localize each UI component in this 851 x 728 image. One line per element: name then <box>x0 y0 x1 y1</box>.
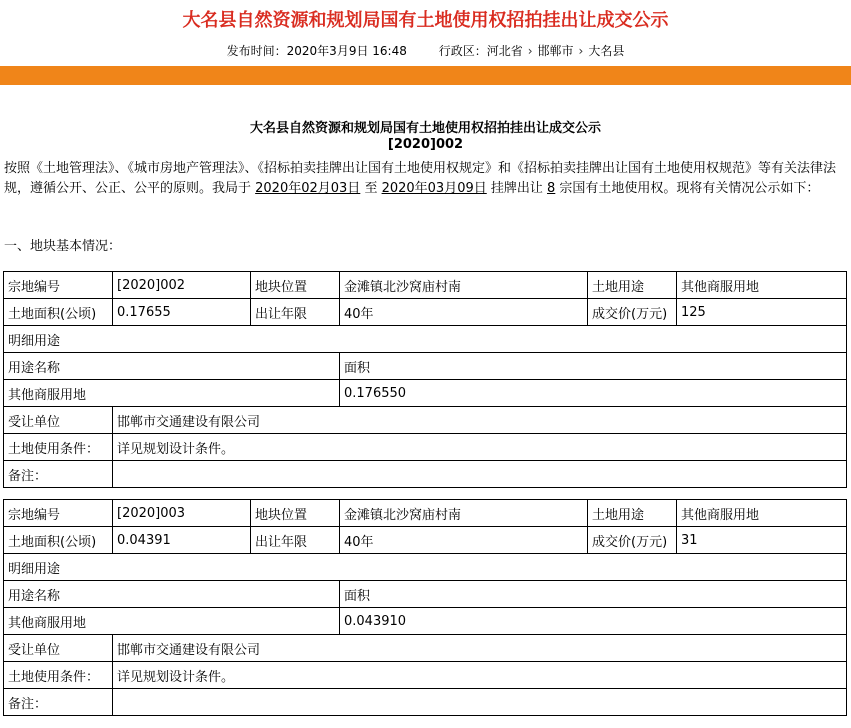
header-divider-bar <box>0 66 851 85</box>
land-use: 其他商服用地 <box>677 500 847 527</box>
term: 40年 <box>340 527 588 554</box>
region-label: 行政区： <box>438 44 487 58</box>
section-heading: 一、地块基本情况： <box>4 239 122 254</box>
label-location: 地块位置 <box>251 272 340 299</box>
label-use-name: 用途名称 <box>4 353 340 380</box>
label-term: 出让年限 <box>251 299 340 326</box>
date-to: 2020年03月09日 <box>381 181 487 196</box>
label-detail-use: 明细用途 <box>4 326 847 353</box>
chevron-right-icon: › <box>527 44 533 58</box>
parcel-no: [2020]002 <box>113 272 251 299</box>
label-land-use: 土地用途 <box>588 500 677 527</box>
land-use: 其他商服用地 <box>677 272 847 299</box>
table-row <box>4 689 847 716</box>
intro-text: 按照《土地管理法》、《城市房地产管理法》、《招标拍卖挂牌出让国有土地使用权规定》和《招标拍卖挂牌出让国有土地使用权规范》等有关法律法规，遵循公开、公正、公平的原则。我局于 <box>4 161 837 196</box>
intro-text: 宗国有土地使用权。现将有关情况公示如下： <box>555 181 820 196</box>
date-from: 2020年02月03日 <box>255 181 361 196</box>
chevron-right-icon: › <box>578 44 584 58</box>
label-transferee: 受让单位 <box>4 407 113 434</box>
table-row <box>4 635 847 662</box>
table-row <box>4 353 847 380</box>
table-row <box>4 500 847 527</box>
label-detail-use: 明细用途 <box>4 554 847 581</box>
table-row <box>4 380 847 407</box>
document-title: 大名县自然资源和规划局国有土地使用权招拍挂出让成交公示 <box>249 121 601 136</box>
detail-use-name: 其他商服用地 <box>4 608 340 635</box>
page-title: 大名县自然资源和规划局国有土地使用权招拍挂出让成交公示 <box>182 10 669 31</box>
intro-text: 至 <box>360 181 382 196</box>
price: 125 <box>677 299 847 326</box>
table-row <box>4 662 847 689</box>
label-term: 出让年限 <box>251 527 340 554</box>
label-location: 地块位置 <box>251 500 340 527</box>
label-remarks: 备注： <box>4 461 113 488</box>
table-row <box>4 272 847 299</box>
transferee: 邯郸市交通建设有限公司 <box>113 407 847 434</box>
intro-text: 挂牌出让 <box>486 181 548 196</box>
table-row <box>4 461 847 488</box>
transferee: 邯郸市交通建设有限公司 <box>113 635 847 662</box>
parcel-no: [2020]003 <box>113 500 251 527</box>
region-county[interactable]: 大名县 <box>588 44 625 58</box>
table-row <box>4 527 847 554</box>
table-row <box>4 581 847 608</box>
table-row <box>4 299 847 326</box>
intro-paragraph <box>4 159 846 199</box>
conditions: 详见规划设计条件。 <box>113 662 847 689</box>
publish-time: 2020年3月9日 16:48 <box>286 44 407 58</box>
label-use-name: 用途名称 <box>4 581 340 608</box>
price: 31 <box>677 527 847 554</box>
label-transferee: 受让单位 <box>4 635 113 662</box>
label-parcel-no: 宗地编号 <box>4 500 113 527</box>
table-row <box>4 407 847 434</box>
region-province[interactable]: 河北省 <box>486 44 523 58</box>
label-area: 土地面积(公顷) <box>4 527 113 554</box>
label-price: 成交价(万元) <box>588 527 677 554</box>
table-row <box>4 608 847 635</box>
parcel-table <box>3 499 847 716</box>
table-row <box>4 326 847 353</box>
label-conditions: 土地使用条件： <box>4 662 113 689</box>
parcel-table <box>3 271 847 488</box>
label-land-use: 土地用途 <box>588 272 677 299</box>
remarks <box>113 689 847 716</box>
area: 0.04391 <box>113 527 251 554</box>
location: 金滩镇北沙窝庙村南 <box>340 272 588 299</box>
remarks <box>113 461 847 488</box>
label-area: 土地面积(公顷) <box>4 299 113 326</box>
label-remarks: 备注： <box>4 689 113 716</box>
detail-use-name: 其他商服用地 <box>4 380 340 407</box>
term: 40年 <box>340 299 588 326</box>
conditions: 详见规划设计条件。 <box>113 434 847 461</box>
document-number: [2020]002 <box>387 137 464 152</box>
detail-use-area: 0.043910 <box>340 608 847 635</box>
area: 0.17655 <box>113 299 251 326</box>
table-row <box>4 554 847 581</box>
label-use-area: 面积 <box>340 581 847 608</box>
parcel-count: 8 <box>547 181 556 196</box>
label-parcel-no: 宗地编号 <box>4 272 113 299</box>
publish-time-label: 发布时间： <box>226 44 287 58</box>
publish-meta <box>0 42 851 59</box>
label-conditions: 土地使用条件： <box>4 434 113 461</box>
detail-use-area: 0.176550 <box>340 380 847 407</box>
table-row <box>4 434 847 461</box>
location: 金滩镇北沙窝庙村南 <box>340 500 588 527</box>
region-city[interactable]: 邯郸市 <box>537 44 574 58</box>
label-price: 成交价(万元) <box>588 299 677 326</box>
label-use-area: 面积 <box>340 353 847 380</box>
